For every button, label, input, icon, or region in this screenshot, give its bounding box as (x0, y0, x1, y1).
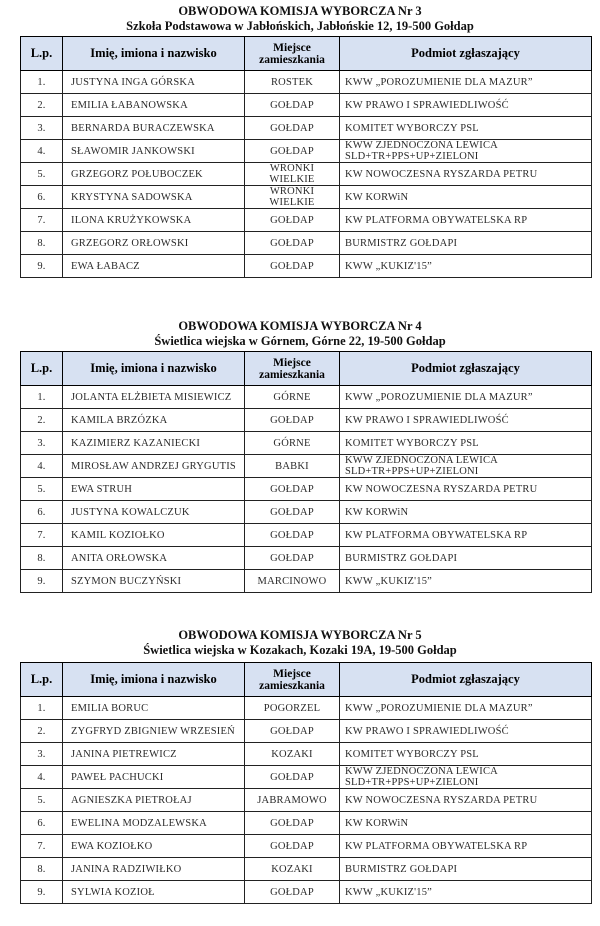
table-row (21, 386, 592, 409)
member-residence: GOŁDAP (245, 409, 340, 432)
row-number: 1. (21, 71, 63, 94)
table-row (21, 232, 592, 255)
member-residence: GOŁDAP (245, 547, 340, 570)
table-row (21, 789, 592, 812)
row-number: 3. (21, 743, 63, 766)
nominating-entity: KW PRAWO I SPRAWIEDLIWOŚĆ (340, 720, 592, 743)
members-table-4 (20, 351, 592, 593)
member-name: KRYSTYNA SADOWSKA (63, 186, 245, 209)
table-row (21, 94, 592, 117)
member-residence: GOŁDAP (245, 524, 340, 547)
table-row (21, 697, 592, 720)
member-name: KAMIL KOZIOŁKO (63, 524, 245, 547)
table-row (21, 163, 592, 186)
member-name: ANITA ORŁOWSKA (63, 547, 245, 570)
header-place: Miejsce zamieszkania (245, 37, 340, 71)
header-place: Miejsce zamieszkania (245, 663, 340, 697)
member-name: MIROSŁAW ANDRZEJ GRYGUTIS (63, 455, 245, 478)
member-residence: GOŁDAP (245, 140, 340, 163)
nominating-entity: KW PLATFORMA OBYWATELSKA RP (340, 209, 592, 232)
header-subject: Podmiot zgłaszający (340, 37, 592, 71)
member-name: JOLANTA ELŻBIETA MISIEWICZ (63, 386, 245, 409)
member-name: ZYGFRYD ZBIGNIEW WRZESIEŃ (63, 720, 245, 743)
member-name: KAMILA BRZÓZKA (63, 409, 245, 432)
row-number: 6. (21, 186, 63, 209)
member-residence: GOŁDAP (245, 766, 340, 789)
nominating-entity: KWW „KUKIZ'15” (340, 881, 592, 904)
member-name: JUSTYNA KOWALCZUK (63, 501, 245, 524)
commission-section-5 (0, 628, 600, 658)
member-name: JANINA PIETREWICZ (63, 743, 245, 766)
row-number: 2. (21, 409, 63, 432)
member-residence: GOŁDAP (245, 232, 340, 255)
table-body (21, 386, 592, 593)
nominating-entity: KWW ZJEDNOCZONA LEWICA SLD+TR+PPS+UP+ZIELONI (340, 140, 592, 163)
member-residence: GOŁDAP (245, 478, 340, 501)
member-name: GRZEGORZ ORŁOWSKI (63, 232, 245, 255)
row-number: 9. (21, 255, 63, 278)
member-residence: GOŁDAP (245, 720, 340, 743)
member-residence: ROSTEK (245, 71, 340, 94)
table-row (21, 478, 592, 501)
nominating-entity: KWW „POROZUMIENIE DLA MAZUR” (340, 697, 592, 720)
nominating-entity: KW PRAWO I SPRAWIEDLIWOŚĆ (340, 409, 592, 432)
row-number: 4. (21, 455, 63, 478)
member-residence: GÓRNE (245, 432, 340, 455)
header-subject: Podmiot zgłaszający (340, 352, 592, 386)
table-row (21, 881, 592, 904)
member-residence: GOŁDAP (245, 881, 340, 904)
members-table-5 (20, 662, 592, 904)
row-number: 5. (21, 163, 63, 186)
member-residence: WRONKI WIELKIE (245, 186, 340, 209)
row-number: 9. (21, 570, 63, 593)
member-name: EWA KOZIOŁKO (63, 835, 245, 858)
row-number: 8. (21, 547, 63, 570)
member-name: SZYMON BUCZYŃSKI (63, 570, 245, 593)
row-number: 1. (21, 697, 63, 720)
nominating-entity: KWW „KUKIZ'15” (340, 255, 592, 278)
table-row (21, 501, 592, 524)
table-row (21, 186, 592, 209)
member-name: SŁAWOMIR JANKOWSKI (63, 140, 245, 163)
row-number: 8. (21, 232, 63, 255)
member-residence: JABRAMOWO (245, 789, 340, 812)
table-row (21, 524, 592, 547)
row-number: 3. (21, 117, 63, 140)
row-number: 7. (21, 524, 63, 547)
row-number: 6. (21, 812, 63, 835)
member-residence: GOŁDAP (245, 209, 340, 232)
table-header-row (21, 663, 592, 697)
table-row (21, 766, 592, 789)
header-name: Imię, imiona i nazwisko (63, 352, 245, 386)
row-number: 2. (21, 720, 63, 743)
table-row (21, 255, 592, 278)
table-row (21, 71, 592, 94)
table-row (21, 117, 592, 140)
member-name: PAWEŁ PACHUCKI (63, 766, 245, 789)
table-row (21, 455, 592, 478)
nominating-entity: BURMISTRZ GOŁDAPI (340, 858, 592, 881)
row-number: 1. (21, 386, 63, 409)
nominating-entity: KW PLATFORMA OBYWATELSKA RP (340, 524, 592, 547)
nominating-entity: KW KORWiN (340, 812, 592, 835)
member-residence: POGORZEL (245, 697, 340, 720)
nominating-entity: KW PRAWO I SPRAWIEDLIWOŚĆ (340, 94, 592, 117)
member-residence: MARCINOWO (245, 570, 340, 593)
section-title: OBWODOWA KOMISJA WYBORCZA Nr 3 (178, 4, 422, 18)
member-name: EWELINA MODZALEWSKA (63, 812, 245, 835)
member-name: EMILIA ŁABANOWSKA (63, 94, 245, 117)
table-row (21, 432, 592, 455)
member-name: EMILIA BORUC (63, 697, 245, 720)
member-name: AGNIESZKA PIETROŁAJ (63, 789, 245, 812)
table-row (21, 570, 592, 593)
header-name: Imię, imiona i nazwisko (63, 663, 245, 697)
table-row (21, 140, 592, 163)
row-number: 3. (21, 432, 63, 455)
member-name: ILONA KRUŻYKOWSKA (63, 209, 245, 232)
row-number: 8. (21, 858, 63, 881)
header-name: Imię, imiona i nazwisko (63, 37, 245, 71)
member-name: BERNARDA BURACZEWSKA (63, 117, 245, 140)
header-subject: Podmiot zgłaszający (340, 663, 592, 697)
table-header-row (21, 37, 592, 71)
table-row (21, 812, 592, 835)
row-number: 7. (21, 835, 63, 858)
nominating-entity: KOMITET WYBORCZY PSL (340, 117, 592, 140)
nominating-entity: KOMITET WYBORCZY PSL (340, 432, 592, 455)
member-name: JUSTYNA INGA GÓRSKA (63, 71, 245, 94)
member-residence: KOZAKI (245, 743, 340, 766)
nominating-entity: KW KORWiN (340, 501, 592, 524)
member-residence: WRONKI WIELKIE (245, 163, 340, 186)
table-body (21, 71, 592, 278)
table-row (21, 720, 592, 743)
member-name: SYLWIA KOZIOŁ (63, 881, 245, 904)
nominating-entity: KW KORWiN (340, 186, 592, 209)
nominating-entity: KWW „KUKIZ'15” (340, 570, 592, 593)
member-residence: GOŁDAP (245, 94, 340, 117)
member-residence: GOŁDAP (245, 117, 340, 140)
member-residence: GOŁDAP (245, 812, 340, 835)
header-place: Miejsce zamieszkania (245, 352, 340, 386)
nominating-entity: KOMITET WYBORCZY PSL (340, 743, 592, 766)
member-residence: GOŁDAP (245, 255, 340, 278)
header-lp: L.p. (21, 37, 63, 71)
nominating-entity: KW NOWOCZESNA RYSZARDA PETRU (340, 163, 592, 186)
nominating-entity: KWW „POROZUMIENIE DLA MAZUR” (340, 386, 592, 409)
table-body (21, 697, 592, 904)
member-residence: GOŁDAP (245, 835, 340, 858)
table-row (21, 209, 592, 232)
nominating-entity: BURMISTRZ GOŁDAPI (340, 232, 592, 255)
table-header-row (21, 352, 592, 386)
nominating-entity: KW PLATFORMA OBYWATELSKA RP (340, 835, 592, 858)
header-lp: L.p. (21, 352, 63, 386)
table-row (21, 835, 592, 858)
member-residence: GOŁDAP (245, 501, 340, 524)
section-title: OBWODOWA KOMISJA WYBORCZA Nr 5 (178, 628, 422, 642)
commission-section-3 (0, 4, 600, 34)
table-row (21, 743, 592, 766)
members-table-3 (20, 36, 592, 278)
member-name: GRZEGORZ POŁUBOCZEK (63, 163, 245, 186)
row-number: 4. (21, 140, 63, 163)
section-subtitle: Świetlica wiejska w Górnem, Górne 22, 19-500 Gołdap (154, 334, 446, 348)
nominating-entity: KWW „POROZUMIENIE DLA MAZUR” (340, 71, 592, 94)
section-subtitle: Świetlica wiejska w Kozakach, Kozaki 19A, 19-500 Gołdap (143, 643, 457, 657)
row-number: 5. (21, 789, 63, 812)
nominating-entity: KW NOWOCZESNA RYSZARDA PETRU (340, 789, 592, 812)
table-row (21, 858, 592, 881)
row-number: 9. (21, 881, 63, 904)
member-name: EWA ŁABACZ (63, 255, 245, 278)
nominating-entity: KWW ZJEDNOCZONA LEWICA SLD+TR+PPS+UP+ZIELONI (340, 455, 592, 478)
nominating-entity: KWW ZJEDNOCZONA LEWICA SLD+TR+PPS+UP+ZIELONI (340, 766, 592, 789)
nominating-entity: BURMISTRZ GOŁDAPI (340, 547, 592, 570)
row-number: 7. (21, 209, 63, 232)
member-residence: GÓRNE (245, 386, 340, 409)
row-number: 5. (21, 478, 63, 501)
section-title: OBWODOWA KOMISJA WYBORCZA Nr 4 (178, 319, 422, 333)
table-row (21, 547, 592, 570)
row-number: 2. (21, 94, 63, 117)
member-name: JANINA RADZIWIŁKO (63, 858, 245, 881)
member-name: EWA STRUH (63, 478, 245, 501)
header-lp: L.p. (21, 663, 63, 697)
member-name: KAZIMIERZ KAZANIECKI (63, 432, 245, 455)
row-number: 6. (21, 501, 63, 524)
member-residence: KOZAKI (245, 858, 340, 881)
member-residence: BABKI (245, 455, 340, 478)
table-row (21, 409, 592, 432)
section-subtitle: Szkoła Podstawowa w Jabłońskich, Jabłońskie 12, 19-500 Gołdap (126, 19, 474, 33)
commission-section-4 (0, 319, 600, 349)
row-number: 4. (21, 766, 63, 789)
nominating-entity: KW NOWOCZESNA RYSZARDA PETRU (340, 478, 592, 501)
